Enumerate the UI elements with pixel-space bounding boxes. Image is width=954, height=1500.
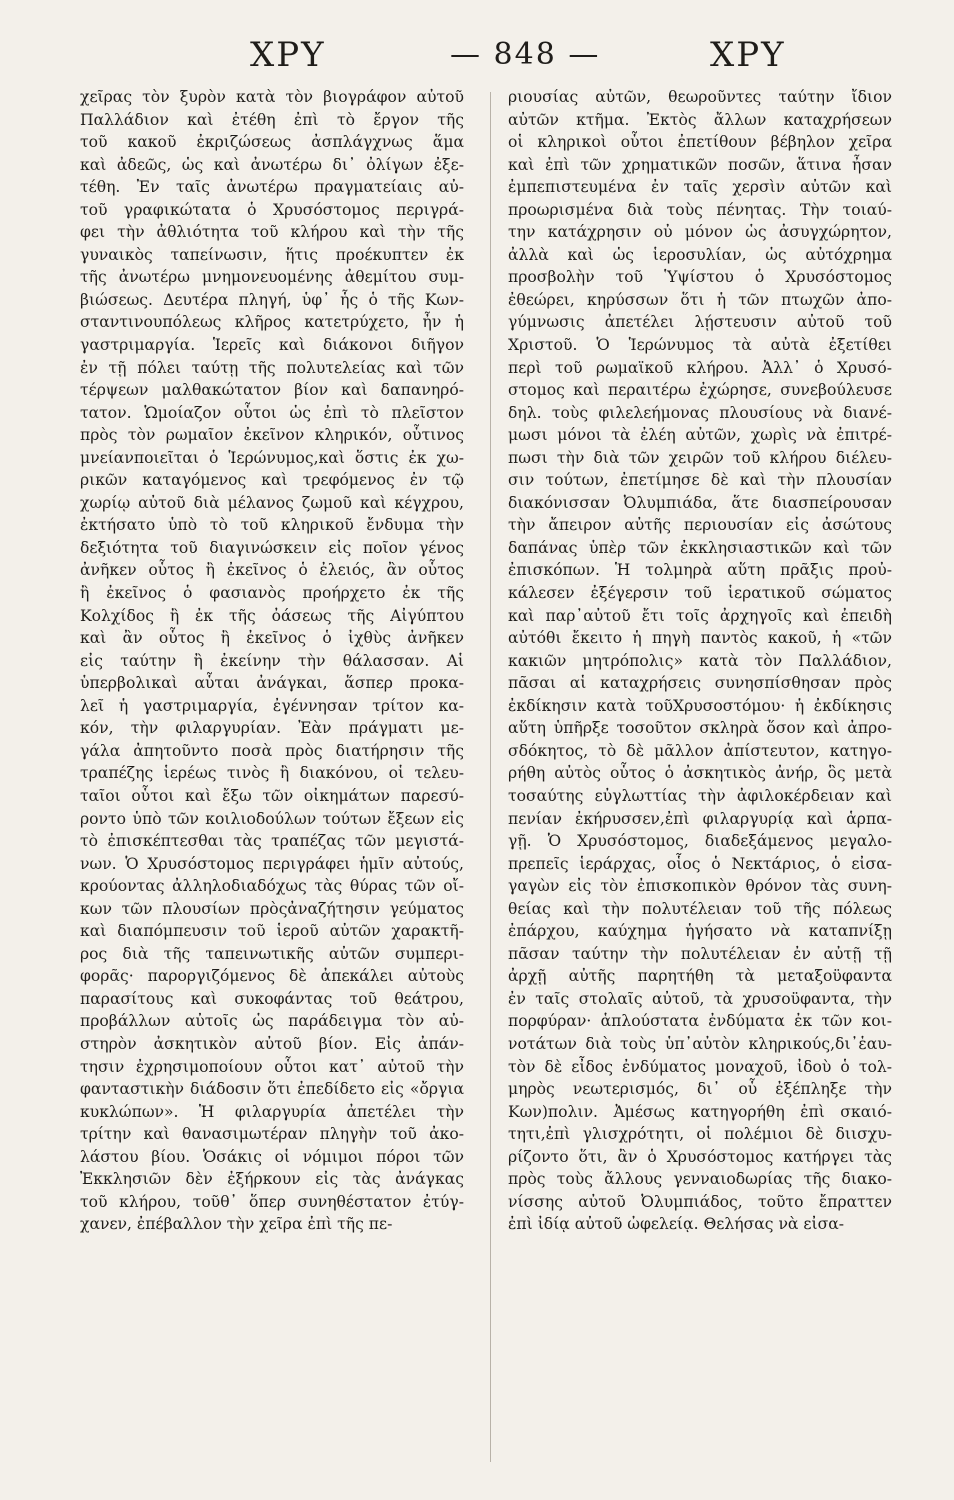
- left-text-column: [80, 86, 464, 1236]
- text-line: ἐθεώρει, κηρύσσων ὅτι ἡ τῶν πτωχῶν ἀπο-: [508, 290, 892, 309]
- text-line: ρος διὰ τῆς ταπεινωτικῆς αὐτῶν συμπερι-: [80, 944, 464, 963]
- text-line: τατον. Ὡμοίαζον οὗτοι ὡς ἐπὶ τὸ πλεῖστον: [80, 403, 464, 422]
- text-line: την κατάχρησιν οὐ μόνον ὡς ἀσυγχώρητον,: [508, 223, 892, 242]
- text-line: βιώσεως. Δευτέρα πληγή, ὑφ᾽ ἧς ὁ τῆς Κων-: [80, 290, 464, 309]
- text-line: πορφύραν· ἁπλούστατα ἐνδύματα ἐκ τῶν κοι-: [508, 1012, 892, 1031]
- text-line: δεξιότητα τοῦ διαγινώσκειν εἰς ποῖον γένος: [80, 538, 464, 557]
- text-line: αὕτη ὑπῆρξε τοσοῦτον σκληρὰ ὅσον καὶ ἀπρο-: [508, 719, 892, 738]
- text-line: νων. Ὁ Χρυσόστομος περιγράφει ἡμῖν αὐτούς,: [80, 854, 464, 873]
- text-line: κόν, τὴν φιλαργυρίαν. Ἐὰν πράγματι με-: [80, 719, 464, 738]
- text-line: παρασίτους καὶ συκοφάντας τοῦ θεάτρου,: [80, 989, 464, 1008]
- text-line: μνείανποιεῖται ὁ Ἱερώνυμος,καὶ ὅστις ἐκ χω-: [80, 448, 464, 467]
- text-line: γαστριμαργία. Ἱερεῖς καὶ διάκονοι διῆγον: [80, 336, 464, 355]
- text-line: σδόκητος, τὸ δὲ μᾶλλον ἀπίστευτον, κατηγο-: [508, 741, 892, 760]
- text-line: καὶ ἀδεῶς, ὡς καὶ ἀνωτέρω δι᾽ ὀλίγων ἐξε-: [80, 155, 464, 174]
- text-line: προσβολὴν τοῦ Ὑψίστου ὁ Χρυσόστομος: [508, 268, 892, 287]
- text-line: πᾶσαι αἱ καταχρήσεις συνησπίσθησαν πρὸς: [508, 674, 892, 693]
- text-line: πρὸς τοὺς ἄλλους γενναιοδωρίας τῆς διακο-: [508, 1170, 892, 1189]
- text-line: τέθη. Ἐν ταῖς ἀνωτέρω πραγματείαις αὐ-: [80, 178, 464, 197]
- text-line: ταῖοι οὗτοι καὶ ἔξω τῶν οἰκημάτων παρεσύ-: [80, 786, 464, 805]
- text-line: ροντο ὑπὸ τῶν κοιλιοδούλων τούτων ἔξεων εἰς: [80, 809, 464, 828]
- header-right-guideword: ΧΡΥ: [710, 35, 786, 75]
- text-line: ρίζοντο ὅτι, ἂν ὁ Χρυσόστομος κατήργει τὰς: [508, 1147, 892, 1166]
- text-line: γύμνωσις ἀπετέλει λῄστευσιν αὐτοῦ τοῦ: [508, 313, 892, 332]
- text-line: ἐπάρχου, καύχημα ἡγήσατο νὰ καταπνίξῃ: [508, 922, 892, 941]
- text-line: λάστου βίου. Ὁσάκις οἱ νόμιμοι πόροι τῶν: [80, 1147, 464, 1166]
- text-line: ὑπερβολικαὶ αὗται ἀνάγκαι, ἅσπερ προκα-: [80, 674, 464, 693]
- text-line: κων τῶν πλουσίων πρὸςἀναζήτησιν γεύματος: [80, 899, 464, 918]
- text-line: προωρισμένα διὰ τοὺς πένητας. Τὴν τοιαύ-: [508, 200, 892, 219]
- text-line: κυκλώπων». Ἡ φιλαργυρία ἀπετέλει τὴν: [80, 1102, 464, 1121]
- text-line: τητι,ἐπὶ γλισχρότητι, οἱ πολέμιοι δὲ διισχυ-: [508, 1125, 892, 1144]
- text-line: κακιῶν μητρόπολις» κατὰ τὸν Παλλάδιον,: [508, 651, 892, 670]
- text-line: οἱ κληρικοὶ οὗτοι ἐπετίθουν βέβηλον χεῖρα: [508, 133, 892, 152]
- text-line: δηλ. τοὺς φιλελεήμονας πλουσίους νὰ διανέ-: [508, 403, 892, 422]
- text-line: Ἐκκλησιῶν δὲν ἐξήρκουν εἰς τὰς ἀνάγκας: [80, 1170, 464, 1189]
- text-line: προβάλλων αὐτοῖς ὡς παράδειγμα τὸν αὐ-: [80, 1012, 464, 1031]
- text-line: καὶ ἂν οὗτος ἢ ἐκεῖνος ὁ ἰχθὺς ἀνῆκεν: [80, 629, 464, 648]
- text-line: πρὸς τὸν ρωμαῖον ἐκεῖνον κληρικόν, οὗτινος: [80, 426, 464, 445]
- text-line: φει τὴν ἀθλιότητα τοῦ κλήρου καὶ τὴν τῆς: [80, 223, 464, 242]
- text-line: πᾶσαν ταύτην τὴν πολυτέλειαν ἐν αὐτῇ τῇ: [508, 944, 892, 963]
- text-line: γῇ. Ὁ Χρυσόστομος, διαδεξάμενος μεγαλο-: [508, 832, 892, 851]
- header-left-guideword: ΧΡΥ: [250, 35, 326, 75]
- text-line: σταντινουπόλεως κλῆρος κατετρύχετο, ἦν ἡ: [80, 313, 464, 332]
- text-line: ἀνῆκεν οὗτος ἢ ἐκεῖνος ὁ ἐλειός, ἂν οὗτος: [80, 561, 464, 580]
- text-line: χεῖρας τὸν ξυρὸν κατὰ τὸν βιογράφον αὐτοῦ: [80, 88, 464, 106]
- text-line: ρήθη αὐτὸς οὗτος ὁ ἀσκητικὸς ἀνήρ, ὃς μετὰ: [508, 764, 892, 783]
- text-line: στομος καὶ περαιτέρω ἐχώρησε, συνεβούλευσε: [508, 381, 892, 400]
- text-line: ρικῶν καταγόμενος καὶ τρεφόμενος ἐν τῷ: [80, 471, 464, 490]
- text-line: τρίτην καὶ θανασιμωτέραν πληγὴν τοῦ ἀκο-: [80, 1125, 464, 1144]
- column-divider: [490, 92, 491, 1462]
- text-line: φορᾶς· παροργιζόμενος δὲ ἀπεκάλει αὐτοὺς: [80, 967, 464, 986]
- text-line: γαγὼν εἰς τὸν ἐπισκοπικὸν θρόνον τὰς συνη-: [508, 877, 892, 896]
- text-line: πενίαν ἐκήρυσσεν,ἐπὶ φιλαργυρίᾳ καὶ ἁρπα-: [508, 809, 892, 828]
- text-line: διακόνισσαν Ὀλυμπιάδα, ἅτε διασπείρουσαν: [508, 493, 892, 512]
- text-line: ἐκτήσατο ὑπὸ τὸ τοῦ κληρικοῦ ἔνδυμα τὴν: [80, 516, 464, 535]
- text-line: στηρὸν ἀσκητικὸν αὐτοῦ βίον. Εἰς ἀπάν-: [80, 1034, 464, 1053]
- text-line: τῆς ἀνωτέρω μνημονευομένης ἀθεμίτου συμ-: [80, 268, 464, 287]
- page-number: — 848 —: [450, 37, 601, 72]
- text-line: ριουσίας αὐτῶν, θεωροῦντες ταύτην ἴδιον: [508, 88, 892, 106]
- text-line: γυναικὸς ταπείνωσιν, ἥτις προέκυπτεν ἐκ: [80, 245, 464, 264]
- text-line: λεῖ ἡ γαστριμαργία, ἐγέννησαν τρίτον κα-: [80, 696, 464, 715]
- running-header: [80, 30, 910, 80]
- text-line: χανεν, ἐπέβαλλον τὴν χεῖρα ἐπὶ τῆς πε-: [80, 1215, 393, 1234]
- text-line: αὐτόθι ἔκειτο ἡ πηγὴ παντὸς κακοῦ, ἡ «τῶν: [508, 629, 892, 648]
- text-line: ἀρχῇ αὐτῆς παρητήθη τὰ μεταξοϋφαντα: [508, 967, 892, 986]
- text-line: τὴν ἄπειρον αὐτῆς περιουσίαν εἰς ἀσώτους: [508, 516, 892, 535]
- text-line: ἀλλὰ καὶ ὡς ἱεροσυλίαν, ὡς αὐτόχρημα: [508, 245, 892, 264]
- text-line: τοῦ κλήρου, τοῦθ᾽ ὅπερ συνηθέστατον ἐτύγ-: [80, 1192, 464, 1211]
- text-line: ἢ ἐκεῖνος ὁ φασιανὸς προήρχετο ἐκ τῆς: [80, 584, 464, 603]
- text-line: τὸ ἐπισκέπτεσθαι τὰς τραπέζας τῶν μεγιστά-: [80, 832, 464, 851]
- text-line: δαπάνας ὑπὲρ τῶν ἐκκλησιαστικῶν καὶ τῶν: [508, 538, 892, 557]
- right-text-column: [508, 86, 892, 1236]
- text-line: τησιν ἐχρησιμοποίουν οὗτοι κατ᾽ αὐτοῦ τὴν: [80, 1057, 464, 1076]
- text-line: γάλα ἀπητοῦντο ποσὰ πρὸς διατήρησιν τῆς: [80, 741, 464, 760]
- text-line: τοσαύτης εὐγλωττίας τὴν ἀφιλοκέρδειαν καὶ: [508, 786, 892, 805]
- text-line: καὶ ἐπὶ τῶν χρηματικῶν ποσῶν, ἅτινα ἦσαν: [508, 155, 892, 174]
- text-line: Κων)πολιν. Ἀμέσως κατηγορήθη ἐπὶ σκαιό-: [508, 1102, 892, 1121]
- text-line: εἰς ταύτην ἢ ἐκείνην τὴν θάλασσαν. Αἱ: [80, 651, 464, 670]
- text-line: μηρὸς νεωτερισμός, δι᾽ οὗ ἐξέπληξε τὴν: [508, 1080, 892, 1099]
- text-line: τὸν δὲ εἶδος ἐνδύματος μοναχοῦ, ἰδοὺ ὁ τολ-: [508, 1057, 892, 1076]
- text-line: νίσσης αὐτοῦ Ὀλυμπιάδος, τοῦτο ἔπραττεν: [508, 1192, 892, 1211]
- text-line: τοῦ κακοῦ ἐκριζώσεως ἀσπλάγχνως ἅμα: [80, 133, 464, 152]
- text-line: ἐμπεπιστευμένα ἐν ταῖς χερσὶν αὐτῶν καὶ: [508, 178, 892, 197]
- text-line: μωσι μόνοι τὰ ἐλέη αὐτῶν, χωρὶς νὰ ἐπιτρέ-: [508, 426, 892, 445]
- text-line: Παλλάδιον καὶ ἐτέθη ἐπὶ τὸ ἔργον τῆς: [80, 110, 464, 129]
- text-line: ἐπισκόπων. Ἡ τολμηρὰ αὕτη πρᾶξις προὐ-: [508, 561, 892, 580]
- text-line: τέρψεων μαλθακώτατον βίον καὶ δαπανηρό-: [80, 381, 464, 400]
- text-line: σιν τούτων, ἐπετίμησε δὲ καὶ τὴν πλουσίαν: [508, 471, 892, 490]
- text-line: φανταστικὴν διάδοσιν ὅτι ἐπεδίδετο εἰς «ὄργια: [80, 1080, 464, 1099]
- text-line: ἐκδίκησιν κατὰ τοῦΧρυσοστόμου· ἡ ἐκδίκησις: [508, 696, 892, 715]
- text-line: θείας καὶ τὴν πολυτέλειαν τοῦ τῆς πόλεως: [508, 899, 892, 918]
- text-line: νοτάτων διὰ τοὺς ὑπ᾽αὐτὸν κληρικούς,δι᾽ἑαυ-: [508, 1034, 892, 1053]
- text-line: τοῦ γραφικώτατα ὁ Χρυσόστομος περιγρά-: [80, 200, 464, 219]
- text-line: τραπέζης ἱερέως τινὸς ἢ διακόνου, οἱ τελευ-: [80, 764, 464, 783]
- text-line: χωρίῳ αὐτοῦ διὰ μέλανος ζωμοῦ καὶ κέγχρου,: [80, 493, 464, 512]
- text-line: Κολχίδος ἢ ἐκ τῆς ὀάσεως τῆς Αἰγύπτου: [80, 606, 464, 625]
- text-line: ἐν τῇ πόλει ταύτῃ τῆς πολυτελείας καὶ τῶν: [80, 358, 464, 377]
- text-line: καὶ διαπόμπευσιν τοῦ ἱεροῦ αὐτῶν χαρακτῆ-: [80, 922, 464, 941]
- text-line: κάλεσεν ἐξέγερσιν τοῦ ἱερατικοῦ σώματος: [508, 584, 892, 603]
- text-line: ἐν ταῖς στολαῖς αὐτοῦ, τὰ χρυσοϋφαντα, τὴν: [508, 989, 892, 1008]
- text-line: Χριστοῦ. Ὁ Ἱερώνυμος τὰ αὐτὰ ἐξετίθει: [508, 336, 892, 355]
- text-line: ἐπὶ ἰδίᾳ αὐτοῦ ὠφελείᾳ. Θελήσας νὰ εἰσα-: [508, 1215, 845, 1234]
- text-line: κρούοντας ἀλληλοδιαδόχως τὰς θύρας τῶν οἴ-: [80, 877, 464, 896]
- text-line: πωσι τὴν διὰ τῶν χειρῶν τοῦ κλήρου διέλευ-: [508, 448, 892, 467]
- text-line: περὶ τοῦ ρωμαϊκοῦ κλήρου. Ἀλλ᾽ ὁ Χρυσό-: [508, 358, 892, 377]
- text-line: καὶ παρ᾽αὐτοῦ ἔτι τοῖς ἀρχηγοῖς καὶ ἐπειδὴ: [508, 606, 892, 625]
- text-line: αὐτῶν κτῆμα. Ἐκτὸς ἄλλων καταχρήσεων: [508, 110, 892, 129]
- text-line: πρεπεῖς ἱεράρχας, οἷος ὁ Νεκτάριος, ὁ εἰσα-: [508, 854, 892, 873]
